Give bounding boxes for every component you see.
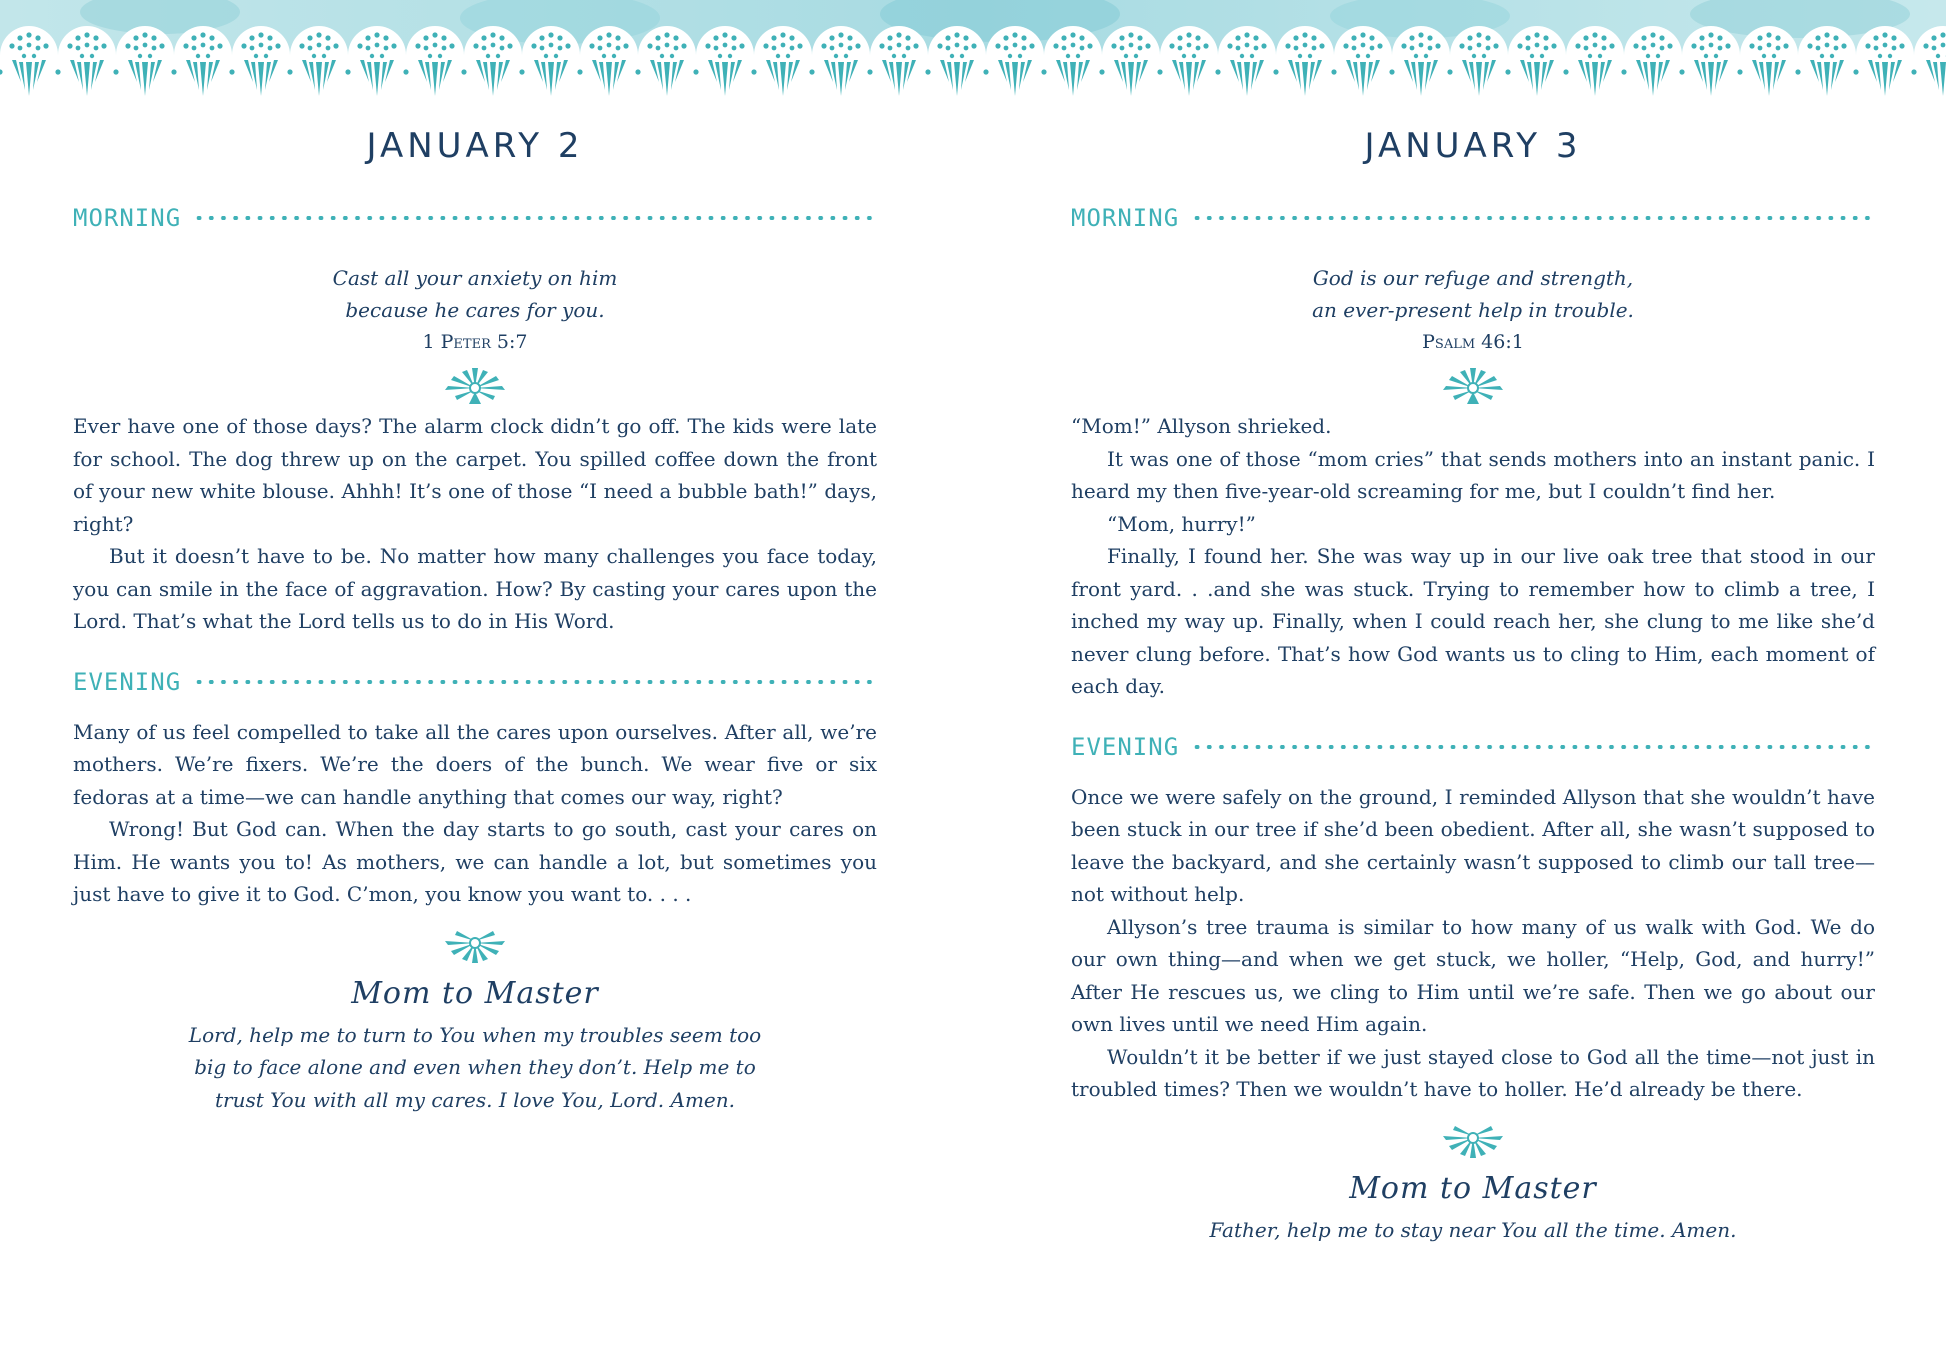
page-date: JANUARY 2: [366, 126, 584, 166]
morning-label: MORNING: [73, 204, 182, 232]
right-page: [1071, 110, 1875, 1246]
paragraph: Ever have one of those days? The alarm clock didn’t go off. The kids were late for school. The dog threw up on the carpet. You spilled coffee down the front of your new white blouse. Ahhh! It’s one of those “I need a bubble bath!” days, right?: [73, 414, 877, 536]
paragraph: But it doesn’t have to be. No matter how many challenges you face today, you can smile in the face of aggravation. How? By casting your cares upon the Lord. That’s what the Lord tells us to do in His Word.: [73, 544, 877, 633]
paragraph: “Mom, hurry!”: [1107, 511, 1256, 536]
paragraph: Once we were safely on the ground, I reminded Allyson that she wouldn’t have been stuck in our tree if she’d been obedient. After all, she wasn’t supposed to leave the backyard, and she certainly wasn’t supposed to climb our tall tree—not without help.: [1071, 784, 1875, 906]
paragraph: Many of us feel compelled to take all the cares upon ourselves. After all, we’re mothers. We’re fixers. We’re the doers of the bunch. We wear five or six fedoras at a time—we can handle anything that comes our way, right?: [73, 719, 877, 809]
scripture-reference: 1 Peter 5:7: [422, 331, 528, 353]
prayer-line: Father, help me to stay near You all the time. Amen.: [1209, 1217, 1737, 1242]
prayer-line: big to face alone and even when they don’t. Help me to: [194, 1055, 756, 1079]
verse-line: Cast all your anxiety on him: [332, 266, 618, 290]
morning-label: MORNING: [1071, 204, 1180, 232]
evening-devotional: [73, 716, 877, 911]
flower-icon: [1441, 1120, 1505, 1160]
evening-label: EVENING: [73, 667, 182, 696]
morning-header: [73, 192, 877, 244]
paragraph: Wouldn’t it be better if we just stayed close to God all the time—not just in troubled times? Then we wouldn’t have to holler. He’d already be there.: [1071, 1044, 1875, 1101]
flower-icon: [443, 366, 507, 406]
evening-header: [73, 656, 877, 708]
morning-devotional: [1071, 410, 1875, 703]
verse-line: because he cares for you.: [345, 298, 605, 322]
evening-header: [1071, 721, 1875, 773]
scripture-verse: [73, 262, 877, 326]
scripture-verse: [1071, 262, 1875, 326]
paragraph: It was one of those “mom cries” that sends mothers into an instant panic. I heard my then five-year-old screaming for me, but I couldn’t find her.: [1071, 446, 1875, 503]
evening-label: EVENING: [1071, 732, 1180, 761]
paragraph: Allyson’s tree trauma is similar to how many of us walk with God. We do our own thing—and when we get stuck, we holler, “Help, God, and hurry!” After He rescues us, we cling to Him until we’re safe. Then we go about our own lives until we need Him again.: [1071, 914, 1875, 1036]
dotted-rule: [1191, 745, 1875, 749]
flower-icon: [443, 925, 507, 965]
prayer-line: Lord, help me to turn to You when my troubles seem too: [188, 1022, 762, 1047]
mom-to-master-title: Mom to Master: [351, 975, 599, 1011]
morning-header: [1071, 192, 1875, 244]
paragraph: “Mom!” Allyson shrieked.: [1071, 414, 1332, 438]
mom-to-master-title: Mom to Master: [1349, 1170, 1597, 1206]
paragraph: Finally, I found her. She was way up in our live oak tree that stood in our front yard. . .and she was stuck. Trying to remember how to climb a tree, I inched my way up. Finally, when I could reach her, she clung to me like she’d never clung before. That’s how God wants us to cling to Him, each moment of each day.: [1071, 544, 1875, 698]
page-date: JANUARY 3: [1364, 126, 1582, 166]
prayer: [1071, 1214, 1875, 1247]
verse-line: God is our refuge and strength,: [1312, 266, 1634, 290]
dotted-rule: [1191, 216, 1875, 220]
morning-devotional: [73, 410, 877, 638]
prayer: [73, 1019, 877, 1117]
left-page: [73, 110, 877, 1116]
prayer-line: trust You with all my cares. I love You, Lord. Amen.: [214, 1087, 736, 1112]
dotted-rule: [193, 216, 877, 220]
evening-devotional: [1071, 781, 1875, 1106]
verse-line: an ever-present help in trouble.: [1312, 298, 1634, 322]
flower-icon: [1441, 366, 1505, 406]
dotted-rule: [193, 680, 877, 684]
lace-banner: [0, 0, 1946, 110]
scripture-reference: Psalm 46:1: [1422, 331, 1524, 353]
paragraph: Wrong! But God can. When the day starts to go south, cast your cares on Him. He wants you to! As mothers, we can handle a lot, but sometimes you just have to give it to God. C’mon, you know you want to. . . .: [73, 817, 877, 906]
